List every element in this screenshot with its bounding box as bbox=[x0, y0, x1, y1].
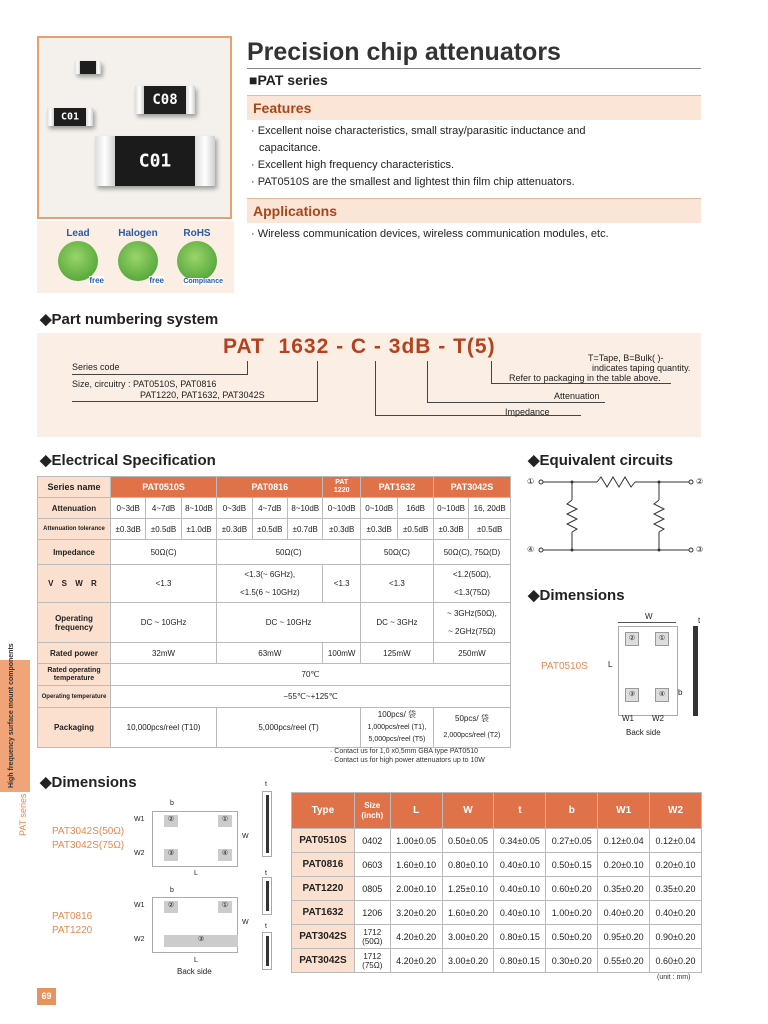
table-row: PAT0816 0603 1.60±0.10 0.80±0.10 0.40±0.10 0.50±0.15 0.20±0.10 0.20±0.10 bbox=[292, 853, 702, 877]
halogen-free-logo: Halogen free bbox=[118, 228, 164, 285]
chip-c08: C08 bbox=[135, 86, 195, 114]
page-title: Precision chip attenuators bbox=[247, 38, 561, 66]
chip-c01-small: C01 bbox=[47, 108, 93, 126]
part-number-example: PAT 1632 - C - 3dB - T(5) bbox=[223, 335, 496, 358]
lead-free-logo: Lead free bbox=[49, 228, 107, 281]
table-row: Operating frequency DC ~ 10GHz DC ~ 10GHz DC ~ 3GHz ~ 3GHz(50Ω), ~ 2GHz(75Ω) bbox=[38, 603, 511, 643]
globe-icon: Compliance bbox=[177, 241, 217, 281]
table-row: PAT1632 1206 3.20±0.20 1.60±0.20 0.40±0.10 1.00±0.20 0.40±0.20 0.40±0.20 bbox=[292, 901, 702, 925]
table-row: PAT3042S 1712 (75Ω) 4.20±0.20 3.00±0.20 0.80±0.15 0.30±0.20 0.55±0.20 0.60±0.20 bbox=[292, 949, 702, 973]
port-2-label: ② bbox=[696, 477, 704, 486]
part-numbering-heading: ◆Part numbering system bbox=[40, 311, 219, 328]
small-chip bbox=[75, 61, 101, 74]
applications-heading: Applications bbox=[247, 198, 701, 223]
leaf-icon: free bbox=[118, 241, 158, 281]
chip-outline-drawings: b W1 W2 W L ② ① ③ ④ t b W1 W2 W L Back side ② ① ③ t t bbox=[132, 777, 282, 977]
dimensions-table bbox=[291, 792, 702, 973]
compliance-logos bbox=[37, 221, 234, 293]
port-4-label: ③ bbox=[696, 545, 704, 554]
table-row: Series name PAT0510S PAT0816 PAT 1220 PAT1632 PAT3042S bbox=[38, 477, 511, 498]
table-row: PAT1220 0805 2.00±0.10 1.25±0.10 0.40±0.10 0.60±0.20 0.35±0.20 0.35±0.20 bbox=[292, 877, 702, 901]
table-row: Operating temperature −55℃~+125℃ bbox=[38, 686, 511, 708]
series-subtitle: ■PAT series bbox=[249, 72, 328, 88]
features-list: · Excellent noise characteristics, small stray/parasitic inductance and capacitance. · Excellent high frequency characteristics. · PAT0510S are the smallest and lightest thin film chip attenuators. bbox=[251, 125, 586, 188]
leaf-icon: free bbox=[58, 241, 98, 281]
applications-list: · Wireless communication devices, wireless communication modules, etc. bbox=[251, 228, 609, 240]
table-row: Type Size (inch) L W t b W1 W2 bbox=[292, 793, 702, 829]
product-photo bbox=[37, 36, 232, 219]
table-row: Packaging 10,000pcs/reel (T10) 5,000pcs/reel (T) 100pcs/ 袋 1,000pcs/reel (T1), 5,000pcs/reel (T5) 50pcs/ 袋 2,000pcs/reel (T2) bbox=[38, 708, 511, 748]
port-1-label: ① bbox=[527, 477, 535, 486]
features-heading: Features bbox=[247, 95, 701, 120]
table-row: Rated power 32mW 63mW 100mW 125mW 250mW bbox=[38, 643, 511, 664]
equivalent-circuit-diagram bbox=[527, 474, 707, 560]
equivalent-circuits-heading: ◆Equivalent circuits bbox=[528, 452, 673, 469]
port-3-label: ④ bbox=[527, 545, 535, 554]
pat0510s-drawing: W ② ① ③ ④ L b W1 W2 Back side t bbox=[608, 612, 701, 737]
table-row: PAT3042S 1712 (50Ω) 4.20±0.20 3.00±0.20 0.80±0.15 0.50±0.20 0.95±0.20 0.90±0.20 bbox=[292, 925, 702, 949]
table-row: Rated operating temperature 70℃ bbox=[38, 664, 511, 686]
table-row: PAT0510S 0402 1.00±0.05 0.50±0.05 0.34±0.05 0.27±0.05 0.12±0.04 0.12±0.04 bbox=[292, 829, 702, 853]
page-number: 69 bbox=[37, 988, 56, 1005]
unit-note: (unit : mm) bbox=[657, 974, 691, 981]
side-series-label: PAT series bbox=[18, 793, 28, 836]
part-numbering-box: PAT 1632 - C - 3dB - T(5) Series code Size, circuitry : PAT0510S, PAT0816 PAT1220, PAT1632, PAT3042S Impedance Attenuation T=Tape, B=Bulk( )- indicates taping quantity. Refer to packaging in the table above. bbox=[37, 333, 701, 437]
table-row: Impedance 50Ω(C) 50Ω(C) 50Ω(C) 50Ω(C), 75Ω(D) bbox=[38, 540, 511, 565]
dimensions-heading: ◆Dimensions bbox=[40, 774, 137, 791]
pat0510s-label: PAT0510S bbox=[541, 661, 588, 672]
electrical-spec-table bbox=[37, 476, 511, 748]
side-tab: High frequency surface mount components bbox=[0, 660, 30, 792]
dimensions-right-heading: ◆Dimensions bbox=[528, 587, 625, 604]
table-row: V S W R <1.3 <1.3(~ 6GHz), <1.5(6 ~ 10GHz) <1.3 <1.3 <1.2(50Ω), <1.3(75Ω) bbox=[38, 565, 511, 603]
chip-c01-large: C01 bbox=[95, 136, 215, 186]
footnote-1: · Contact us for 1,0 x0,5mm GBA type PAT0510 bbox=[330, 748, 478, 755]
rohs-logo: RoHS Compliance bbox=[168, 228, 226, 281]
table-row: Attenuation 0~3dB 4~7dB 8~10dB 0~3dB 4~7dB 8~10dB 0~10dB 0~10dB 16dB 0~10dB 16, 20dB bbox=[38, 498, 511, 519]
footnote-2: · Contact us for high power attenuators up to 10W bbox=[330, 757, 485, 764]
table-row: Attenuation tolerance ±0.3dB ±0.5dB ±1.0dB ±0.3dB ±0.5dB ±0.7dB ±0.3dB ±0.3dB ±0.5dB ±0.3dB ±0.5dB bbox=[38, 519, 511, 540]
electrical-spec-heading: ◆Electrical Specification bbox=[40, 452, 216, 469]
